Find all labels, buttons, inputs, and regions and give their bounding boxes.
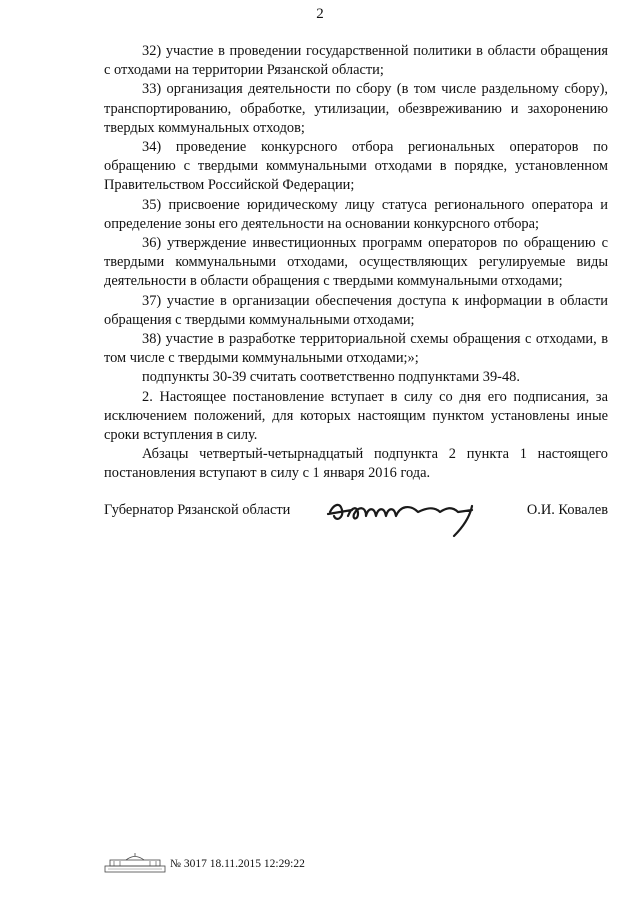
government-building-stamp-icon <box>104 852 166 874</box>
signature-block <box>104 498 608 538</box>
paragraph-renumbering: подпункты 30-39 считать соответственно подпунктами 39-48. <box>142 369 520 386</box>
paragraph-37: 37) участие в организации обеспечения доступа к информации в области обращения с твердыми коммунальными отходами; <box>104 292 608 328</box>
registration-stamp <box>170 858 305 870</box>
paragraph-32: 32) участие в проведении государственной политики в области обращения с отходами на территории Рязанской области; <box>104 43 608 79</box>
paragraph-effective-date: Абзацы четвертый-четырнадцатый подпункта 2 пункта 1 настоящего постановления вступают в силу с 1 января 2016 года. <box>104 446 608 482</box>
registration-info: 3017 18.11.2015 12:29:22 <box>183 858 305 870</box>
paragraph-36: 36) утверждение инвестиционных программ операторов по обращению с твердыми коммунальными отходами, осуществляющих регулируемые виды деятельности в области обращения с твердыми коммунальными отходами; <box>104 235 608 290</box>
paragraph-35: 35) присвоение юридическому лицу статуса регионального оператора и определение зоны его деятельности на основании конкурсного отбора; <box>104 196 608 232</box>
paragraph-38: 38) участие в разработке территориальной схемы обращения с отходами, в том числе с твердыми коммунальными отходами;»; <box>104 331 608 367</box>
signatory-title: Губернатор Рязанской области <box>104 502 291 518</box>
paragraph-item-2: 2. Настоящее постановление вступает в силу со дня его подписания, за исключением положений, для которых настоящим пунктом установлены иные сроки вступления в силу. <box>104 388 608 444</box>
document-body <box>104 42 608 484</box>
signatory-name: О.И. Ковалев <box>526 502 608 518</box>
paragraph-33: 33) организация деятельности по сбору (в том числе раздельному сбору), транспортированию, обработке, утилизации, обезвреживанию и захоронению твердых коммунальных отходов; <box>104 81 608 136</box>
paragraph-34: 34) проведение конкурсного отбора региональных операторов по обращению с твердыми коммунальными отходами в порядке, установленном Правительством Российской Федерации; <box>104 139 608 194</box>
page-number: 2 <box>316 6 324 22</box>
number-sign: № <box>170 858 181 870</box>
handwritten-signature <box>322 492 502 538</box>
